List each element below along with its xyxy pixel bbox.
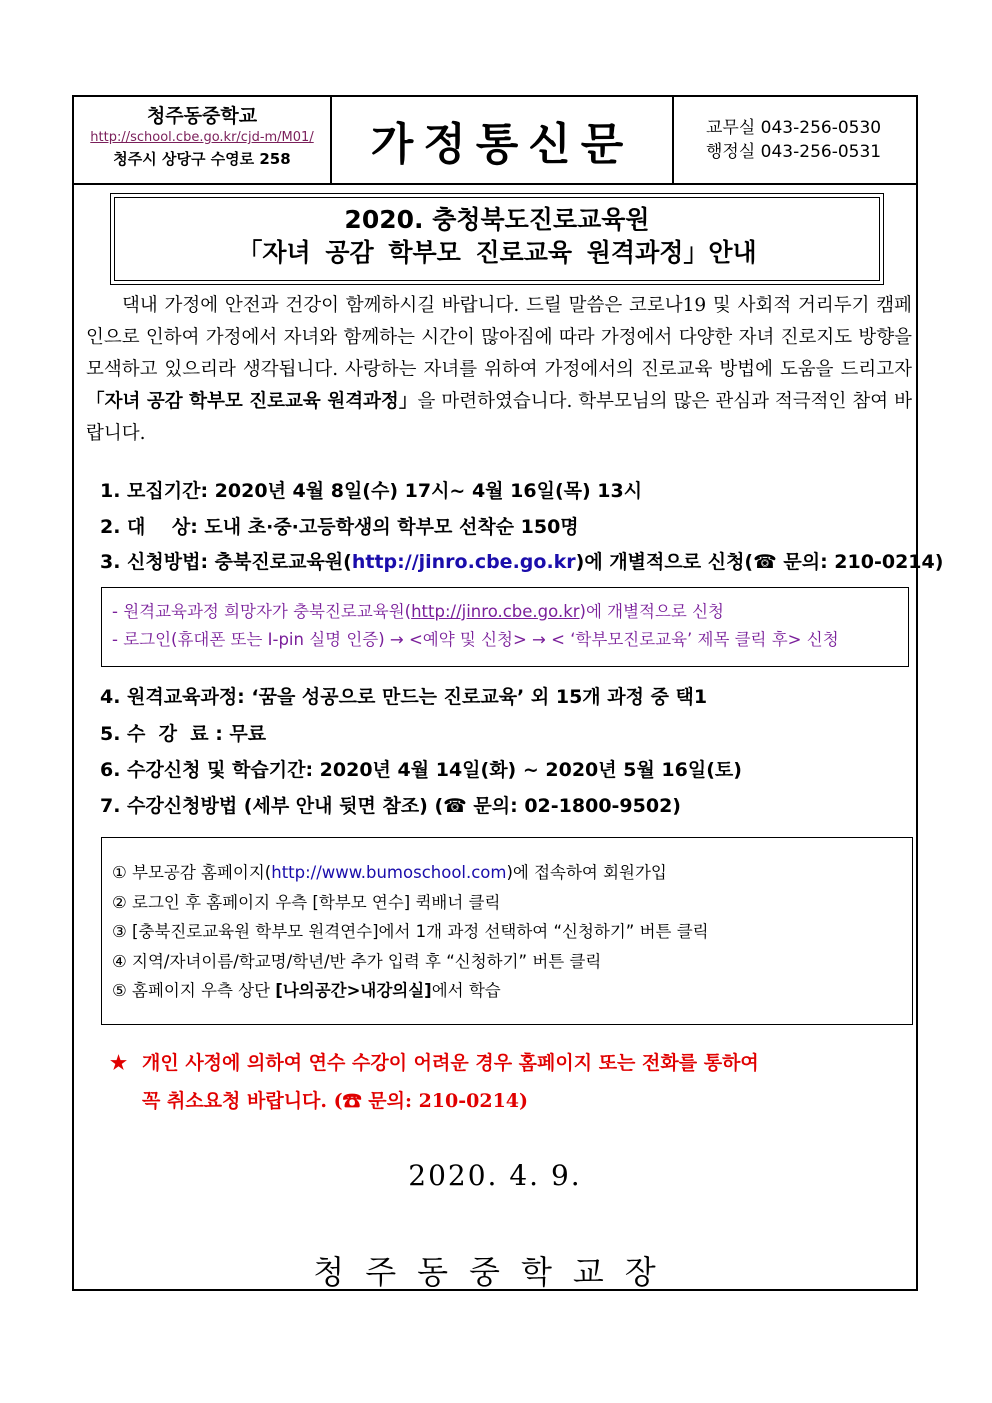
item-course: 4. 원격교육과정: ‘꿈을 성공으로 만드는 진로교육’ 외 15개 과정 중 택1 bbox=[100, 686, 708, 708]
item-recruit-period: 1. 모집기간: 2020년 4월 8일(수) 17시~ 4월 16일(목) 13시 bbox=[100, 480, 643, 502]
star-icon: ★ bbox=[110, 1052, 128, 1074]
apply-step-1-prefix: - 원격교육과정 희망자가 충북진로교육원( bbox=[112, 602, 412, 621]
warning-line-2: 꼭 취소요청 바랍니다. (☎ 문의: 210-0214) bbox=[142, 1090, 529, 1112]
apply-step-1 bbox=[112, 598, 908, 626]
enroll-step-5-prefix: ⑤ 홈페이지 우측 상단 bbox=[112, 981, 276, 1000]
warning-line-1 bbox=[110, 1044, 910, 1082]
contact-admin: 행정실 043-256-0531 bbox=[706, 142, 882, 162]
enroll-step-3: ③ [충북진로교육원 학부모 원격연수]에서 1개 과정 선택하여 “신청하기” 버튼 클릭 bbox=[112, 922, 709, 941]
intro-text-after: 을 마련하였습니다. 학부모님의 많은 관심과 적극적인 참여 바랍니다. bbox=[86, 391, 912, 444]
intro-highlight: 「자녀 공감 학부모 진로교육 원격과정」 bbox=[86, 391, 418, 412]
enroll-step-5 bbox=[112, 976, 912, 1006]
enroll-step-2: ② 로그인 후 홈페이지 우측 [학부모 연수] 퀵배너 클릭 bbox=[112, 892, 501, 912]
item-fee: 5. 수 강 료 : 무료 bbox=[100, 723, 267, 745]
issue-date: 2020. 4. 9. bbox=[408, 1159, 582, 1192]
enroll-step-1 bbox=[112, 858, 912, 888]
apply-method-prefix: 3. 신청방법: 충북진로교육원( bbox=[100, 551, 352, 573]
item-enroll-method: 7. 수강신청방법 (세부 안내 뒷면 참조) (☎ 문의: 02-1800-9502) bbox=[100, 795, 681, 817]
item-apply-method bbox=[100, 550, 943, 574]
apply-method-suffix: )에 개별적으로 신청(☎ 문의: 210-0214) bbox=[575, 551, 944, 573]
enroll-step-5-suffix: 에서 학습 bbox=[431, 981, 501, 1000]
newsletter-title: 가정통신문 bbox=[370, 119, 634, 170]
apply-steps-box bbox=[101, 587, 909, 667]
jinro-link[interactable]: http://jinro.cbe.go.kr bbox=[351, 551, 576, 573]
intro-text-before: 댁내 가정에 안전과 건강이 함께하시길 바랍니다. 드릴 말씀은 코로나19 및 사회적 거리두기 캠페인으로 인하여 가정에서 자녀와 함께하는 시간이 많아짐에 따라 가정에서 다양한 자녀 진로지도 방향을 모색하고 있으리라 생각됩니다. 사랑하는 자녀를 위하여 가정에서의 진로교육 방법에 도움을 드리고자 bbox=[86, 295, 912, 380]
enroll-step-1-prefix: ① 부모공감 홈페이지( bbox=[112, 863, 272, 882]
warning-line-1-text: 개인 사정에 의하여 연수 수강이 어려운 경우 홈페이지 또는 전화를 통하여 bbox=[142, 1052, 759, 1074]
contact-office: 교무실 043-256-0530 bbox=[706, 118, 882, 138]
school-name: 청주동중학교 bbox=[146, 105, 258, 127]
enroll-step-1-suffix: )에 접속하여 회원가입 bbox=[506, 863, 667, 882]
apply-step-1-suffix: )에 개별적으로 신청 bbox=[579, 602, 724, 621]
newsletter-title-cell bbox=[332, 97, 674, 183]
bumoschool-link[interactable]: http://www.bumoschool.com bbox=[271, 863, 507, 882]
enroll-step-4: ④ 지역/자녀이름/학교명/학년/반 추가 입력 후 “신청하기” 버튼 클릭 bbox=[112, 951, 602, 971]
intro-paragraph bbox=[86, 290, 912, 450]
school-address: 청주시 상당구 수영로 258 bbox=[113, 150, 291, 168]
document-frame bbox=[72, 95, 944, 1291]
school-url-link[interactable]: http://school.cbe.go.kr/cjd-m/M01/ bbox=[90, 130, 314, 145]
school-info bbox=[74, 97, 332, 183]
enroll-step-5-bold: [나의공간>내강의실] bbox=[275, 981, 432, 1000]
jinro-link-box[interactable]: http://jinro.cbe.go.kr bbox=[411, 602, 580, 621]
contact-info bbox=[674, 97, 916, 183]
item-study-period: 6. 수강신청 및 학습기간: 2020년 4월 14일(화) ~ 2020년 5월 16일(토) bbox=[100, 759, 742, 781]
title-line-2: 「자녀 공감 학부모 진로교육 원격과정」안내 bbox=[237, 238, 757, 267]
title-box-inner bbox=[114, 197, 880, 281]
title-box bbox=[110, 193, 884, 285]
apply-step-2: - 로그인(휴대폰 또는 I-pin 실명 인증) → <예약 및 신청> → < ‘학부모진로교육’ 제목 클릭 후> 신청 bbox=[112, 630, 839, 649]
title-line-1: 2020. 충청북도진로교육원 bbox=[344, 205, 650, 234]
enroll-steps-box bbox=[101, 837, 913, 1025]
letter-header bbox=[74, 97, 916, 185]
principal-signature: 청주동중학교장 bbox=[313, 1253, 677, 1291]
item-target: 2. 대 상: 도내 초·중·고등학생의 학부모 선착순 150명 bbox=[100, 516, 579, 538]
cancel-warning bbox=[110, 1044, 910, 1120]
